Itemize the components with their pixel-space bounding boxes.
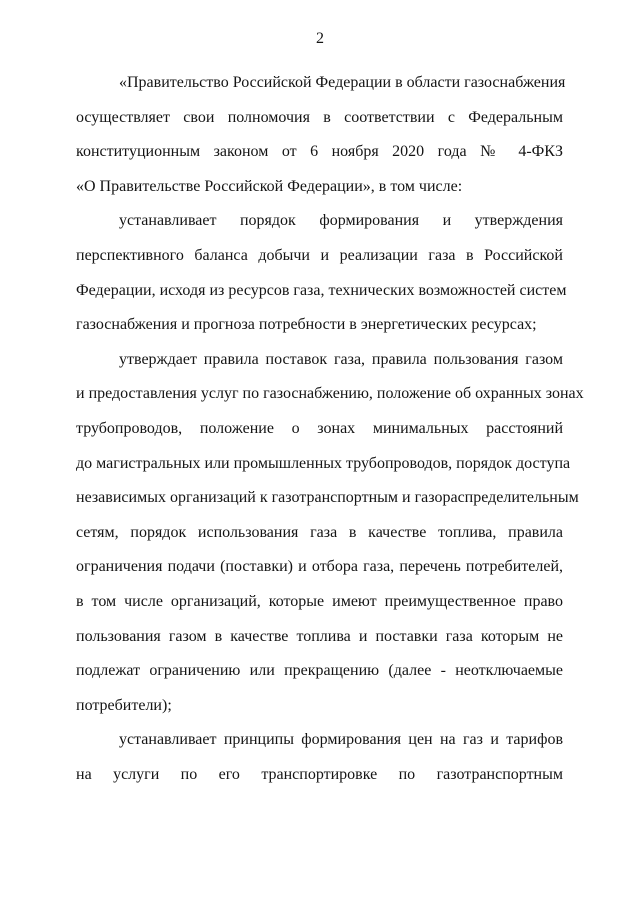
text-line: Федерации, исходя из ресурсов газа, технических возможностей систем (76, 281, 567, 299)
paragraph-preamble (76, 66, 566, 204)
text-line: перспективного баланса добычи и реализации газа в Российской (76, 246, 563, 264)
text-line: потребители); (76, 696, 172, 714)
text-line: газоснабжения и прогноза потребности в энергетических ресурсах; (76, 316, 537, 334)
text-line: в том числе организаций, которые имеют преимущественное право (76, 592, 563, 610)
text-line: конституционным законом от 6 ноября 2020 года № 4-ФКЗ (76, 143, 563, 161)
text-line: на услуги по его транспортировке по газотранспортным (76, 765, 563, 783)
paragraph-pricing (76, 723, 563, 792)
text-line: пользования газом в качестве топлива и поставки газа которым не (76, 627, 563, 645)
document-body (76, 66, 584, 792)
page-number: 2 (316, 30, 324, 47)
text-line: и предоставления услуг по газоснабжению, положение об охранных зонах (76, 385, 584, 403)
text-line: осуществляет свои полномочия в соответствии с Федеральным (76, 108, 563, 126)
text-line: независимых организаций к газотранспортным и газораспределительным (76, 489, 579, 507)
text-line: утверждает правила поставок газа, правила пользования газом (119, 350, 563, 368)
text-line: трубопроводов, положение о зонах минимальных расстояний (76, 419, 563, 437)
text-line: «О Правительстве Российской Федерации», в том числе: (76, 177, 463, 195)
text-line: устанавливает принципы формирования цен на газ и тарифов (119, 731, 563, 749)
text-line: до магистральных или промышленных трубопроводов, порядок доступа (76, 454, 571, 472)
paragraph-rules (76, 343, 584, 724)
text-line: подлежат ограничению или прекращению (далее - неотключаемые (76, 662, 563, 680)
paragraph-balance (76, 204, 567, 342)
text-line: сетям, порядок использования газа в качестве топлива, правила (76, 523, 563, 541)
text-line: «Правительство Российской Федерации в области газоснабжения (119, 74, 566, 91)
text-line: ограничения подачи (поставки) и отбора газа, перечень потребителей, (76, 558, 563, 576)
text-line: устанавливает порядок формирования и утверждения (119, 212, 563, 230)
